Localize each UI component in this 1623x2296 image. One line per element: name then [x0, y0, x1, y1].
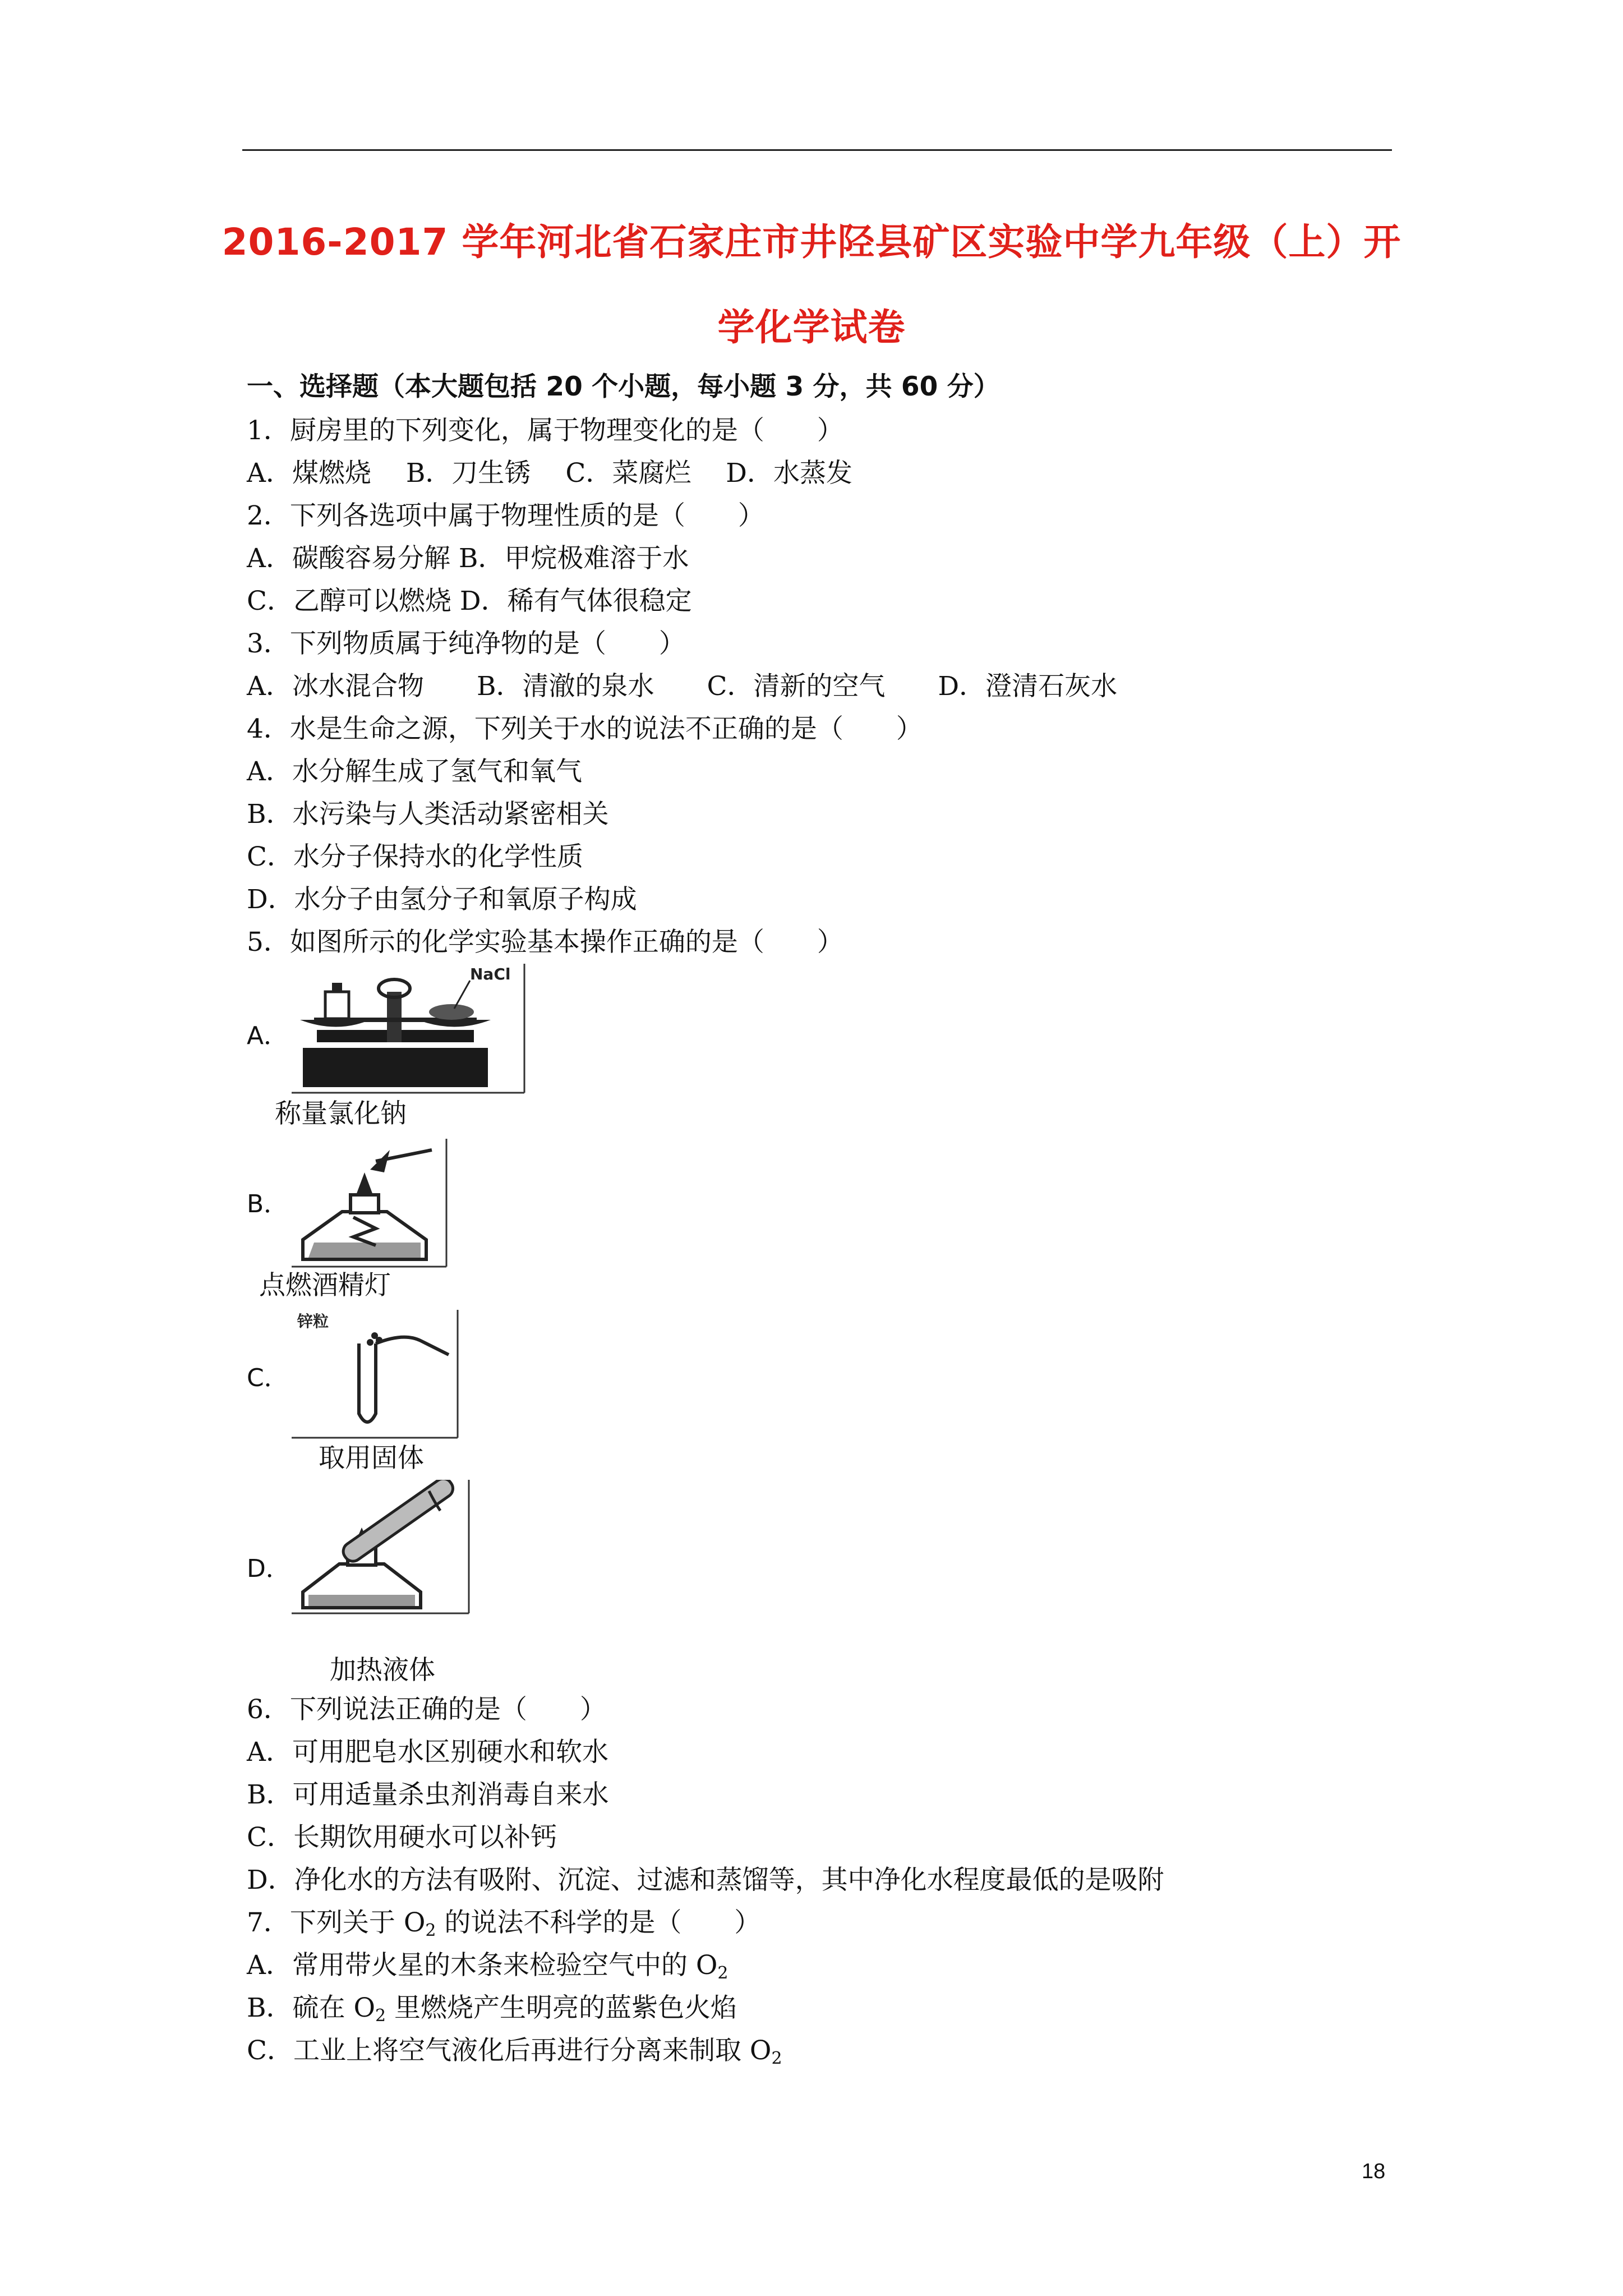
page-title-line2: 学化学试卷: [717, 306, 906, 349]
q6-option-c: C．长期饮用硬水可以补钙: [247, 1822, 557, 1853]
q6-option-b: B．可用适量杀虫剂消毒自来水: [247, 1779, 609, 1810]
test-tube-zinc-figure: [292, 1310, 460, 1439]
q7-option-c-subscript: 2: [771, 2049, 782, 2068]
q4-stem: 4．水是生命之源，下列关于水的说法不正确的是（ ）: [247, 714, 923, 744]
q7-option-b-subscript: 2: [375, 2006, 386, 2026]
q7-option-a: [247, 1949, 728, 1990]
q4-option-a: A．水分解生成了氢气和氧气: [247, 756, 582, 787]
page-number: 18: [1362, 2160, 1386, 2183]
q2-options-row1: A．碳酸容易分解 B．甲烷极难溶于水: [247, 543, 689, 574]
q7-option-b-text-end: 里燃烧产生明亮的蓝紫色火焰: [386, 1993, 737, 2023]
q2-options-row2: C．乙醇可以燃烧 D．稀有气体很稳定: [247, 586, 692, 616]
q5-option-d-letter: D．: [247, 1554, 291, 1583]
q7-option-a-text: A．常用带火星的木条来检验空气中的 O: [247, 1950, 718, 1981]
q4-option-d: D．水分子由氢分子和氧原子构成: [247, 884, 637, 915]
q7-option-c: [247, 2034, 782, 2076]
heating-liquid-figure: [292, 1480, 471, 1614]
q5-option-d-caption: 加热液体: [330, 1655, 435, 1686]
q7-stem-subscript: 2: [425, 1921, 436, 1940]
balance-scale-figure: [292, 964, 527, 1094]
q1-stem: 1．厨房里的下列变化，属于物理变化的是（ ）: [247, 415, 843, 446]
header-rule: [242, 149, 1392, 151]
q7-option-a-subscript: 2: [717, 1963, 728, 1983]
q5-option-b-letter: B．: [247, 1190, 289, 1218]
q7-option-b-text: B．硫在 O: [247, 1993, 376, 2023]
q3-stem: 3．下列物质属于纯净物的是（ ）: [247, 628, 685, 659]
q3-options: A．冰水混合物 B．清澈的泉水 C．清新的空气 D．澄清石灰水: [247, 671, 1118, 702]
q7-option-b: [247, 1991, 737, 2033]
q6-option-d: D．净化水的方法有吸附、沉淀、过滤和蒸馏等，其中净化水程度最低的是吸附: [247, 1865, 1164, 1895]
q5-option-a-caption: 称量氯化钠: [275, 1098, 407, 1129]
q6-option-a: A．可用肥皂水区别硬水和软水: [247, 1737, 608, 1768]
q5-option-a-letter: A．: [247, 1022, 289, 1050]
zinc-label: 锌粒: [297, 1312, 329, 1331]
q5-stem: 5．如图所示的化学实验基本操作正确的是（ ）: [247, 927, 843, 958]
q5-option-c-letter: C．: [247, 1364, 289, 1392]
section-heading: 一、选择题（本大题包括 20 个小题，每小题 3 分，共 60 分）: [247, 371, 1000, 402]
q7-option-c-text: C．工业上将空气液化后再进行分离来制取 O: [247, 2035, 772, 2066]
q7-stem-text: 7．下列关于 O: [247, 1907, 426, 1938]
q4-option-c: C．水分子保持水的化学性质: [247, 841, 583, 872]
alcohol-lamp-figure: [292, 1139, 449, 1268]
page-title-line1: 2016-2017 学年河北省石家庄市井陉县矿区实验中学九年级（上）开: [222, 220, 1401, 264]
q7-stem: [247, 1906, 760, 1948]
q6-stem: 6．下列说法正确的是（ ）: [247, 1694, 606, 1725]
q7-stem-text-end: 的说法不科学的是（ ）: [436, 1907, 761, 1938]
q4-option-b: B．水污染与人类活动紧密相关: [247, 799, 609, 830]
q5-option-b-caption: 点燃酒精灯: [259, 1270, 391, 1301]
nacl-label: NaCl: [470, 965, 511, 983]
q5-option-c-caption: 取用固体: [319, 1443, 424, 1474]
q2-stem: 2．下列各选项中属于物理性质的是（ ）: [247, 500, 764, 531]
q1-options: A．煤燃烧 B．刀生锈 C．菜腐烂 D．水蒸发: [247, 458, 852, 489]
